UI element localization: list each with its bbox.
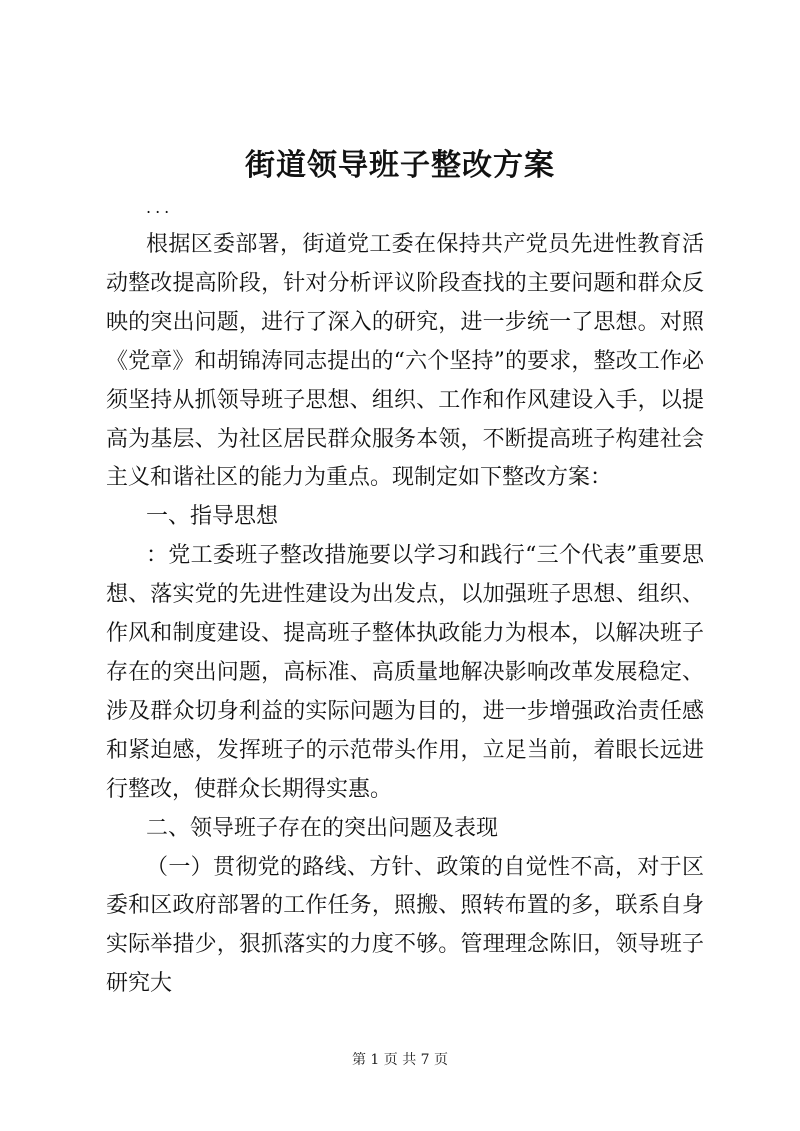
document-title: 街道领导班子整改方案 — [245, 148, 555, 183]
paragraph-guiding-ideology: ：党工委班子整改措施要以学习和践行“三个代表”重要思想、落实党的先进性建设为出发点，以加强班子思想、组织、作风和制度建设、提高班子整体执政能力为根本，以解决班子存在的突出问题，高标准、高质量地解决影响改革发展稳定、涉及群众切身利益的实际问题为目的，进一步增强政治责任感和紧迫感，发挥班子的示范带头作用，立足当前，着眼长远进行整改，使群众长期得实惠。 — [106, 543, 704, 802]
paragraph-problem-one: （一）贯彻党的路线、方针、政策的自觉性不高，对于区委和区政府部署的工作任务，照搬、照转布置的多，联系自身实际举措少，狠抓落实的力度不够。管理理念陈旧，领导班子研究大 — [106, 854, 704, 997]
ellipsis-marker: ... — [146, 198, 174, 217]
page-number-footer: 第 1 页 共 7 页 — [351, 1052, 449, 1068]
section-heading-problems: 二、领导班子存在的突出问题及表现 — [146, 815, 499, 841]
document-body — [106, 226, 704, 1004]
paragraph-intro: 根据区委部署，街道党工委在保持共产党员先进性教育活动整改提高阶段，针对分析评议阶段查找的主要问题和群众反映的突出问题，进行了深入的研究，进一步统一了思想。对照《党章》和胡锦涛同志提出的“六个坚持”的要求，整改工作必须坚持从抓领导班子思想、组织、工作和作风建设入手，以提高为基层、为社区居民群众服务本领，不断提高班子构建社会主义和谐社区的能力为重点。现制定如下整改方案： — [106, 232, 704, 491]
section-heading-guiding-ideology: 一、指导思想 — [146, 504, 279, 530]
